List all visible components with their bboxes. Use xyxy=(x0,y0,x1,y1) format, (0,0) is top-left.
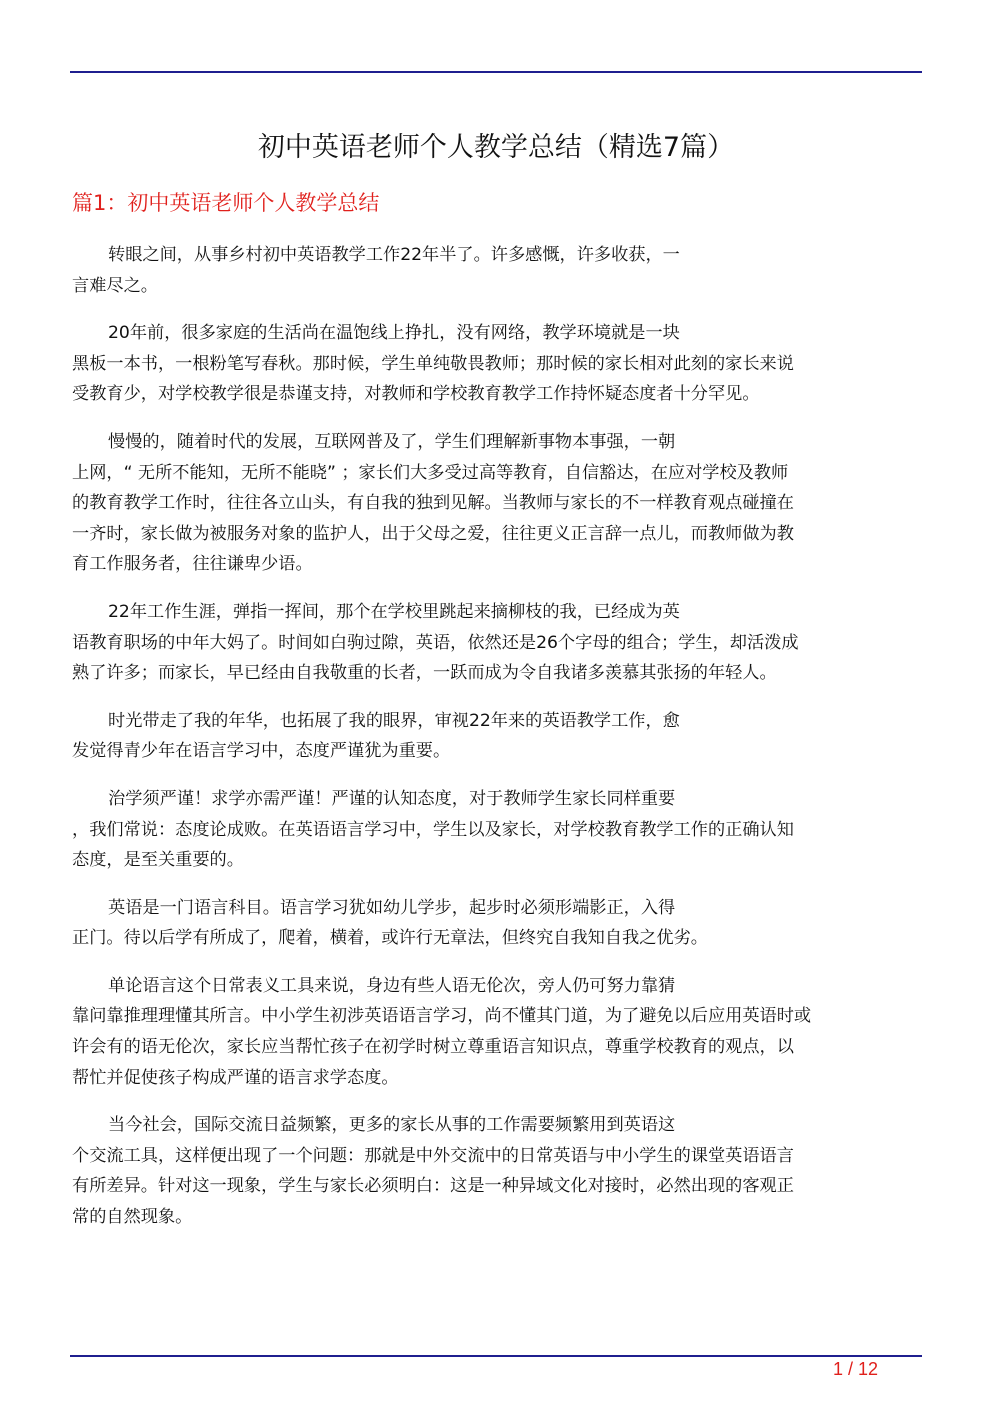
footer-rule xyxy=(70,1355,922,1357)
paragraph xyxy=(72,427,914,580)
paragraph-line: 上网，“ 无所不能知，无所不能晓” ；家长们大多受过高等教育，自信豁达，在应对学校及教师 xyxy=(72,462,789,483)
paragraph-line: 当今社会，国际交流日益频繁，更多的家长从事的工作需要频繁用到英语这 xyxy=(108,1115,676,1136)
paragraph-line: 帮忙并促使孩子构成严谨的语言求学态度。 xyxy=(72,1067,399,1088)
header-rule xyxy=(70,71,922,73)
paragraph-line: 治学须严谨！求学亦需严谨！严谨的认知态度，对于教师学生家长同样重要 xyxy=(108,788,676,809)
paragraph xyxy=(72,971,914,1093)
paragraph-line: 熟了许多；而家长，早已经由自我敬重的长者，一跃而成为令自我诸多羡慕其张扬的年轻人。 xyxy=(72,663,777,684)
paragraph-line: 一齐时，家长做为被服务对象的监护人，出于父母之爱，往往更义正言辞一点儿，而教师做为教 xyxy=(72,523,794,544)
paragraph-line: 慢慢的，随着时代的发展，互联网普及了，学生们理解新事物本事强，一朝 xyxy=(108,431,676,452)
paragraph-line: 的教育教学工作时，往往各立山头，有自我的独到见解。当教师与家长的不一样教育观点碰撞在 xyxy=(72,493,794,514)
paragraph-line: 发觉得青少年在语言学习中，态度严谨犹为重要。 xyxy=(72,741,451,762)
paragraph-line: 态度，是至关重要的。 xyxy=(72,850,244,871)
paragraph-line: 正门。待以后学有所成了，爬着，横着，或许行无章法，但终究自我知自我之优劣。 xyxy=(72,928,708,949)
paragraph-line: 受教育少，对学校教学很是恭谨支持，对教师和学校教育教学工作持怀疑态度者十分罕见。 xyxy=(72,384,760,405)
paragraph-line: 单论语言这个日常表义工具来说，身边有些人语无伦次，旁人仍可努力靠猜 xyxy=(108,975,676,996)
section-heading: 篇1：初中英语老师个人教学总结 xyxy=(72,191,380,215)
paragraph-line: 转眼之间，从事乡村初中英语教学工作22年半了。许多感慨，许多收获，一 xyxy=(108,245,680,265)
paragraph xyxy=(72,784,914,876)
paragraph-line: 语教育职场的中年大妈了。时间如白驹过隙，英语，依然还是26个字母的组合；学生，却活泼成 xyxy=(72,632,799,653)
document-title: 初中英语老师个人教学总结（精选7篇） xyxy=(257,132,735,163)
paragraph-line: 20年前，很多家庭的生活尚在温饱线上挣扎，没有网络，教学环境就是一块 xyxy=(108,323,680,344)
paragraph xyxy=(72,597,914,689)
page-indicator: 1 / 12 xyxy=(832,1359,878,1379)
paragraph xyxy=(72,318,914,410)
paragraph xyxy=(72,1110,914,1232)
paragraph-line: 言难尽之。 xyxy=(72,275,158,296)
paragraph xyxy=(72,893,914,954)
paragraph-line: 常的自然现象。 xyxy=(72,1207,193,1228)
paragraph-line: 英语是一门语言科目。语言学习犹如幼儿学步，起步时必须形端影正，入得 xyxy=(108,897,676,918)
paragraph-line: ，我们常说：态度论成败。在英语语言学习中，学生以及家长，对学校教育教学工作的正确认知 xyxy=(72,819,794,840)
paragraph xyxy=(72,240,914,301)
paragraph-line: 有所差异。针对这一现象，学生与家长必须明白：这是一种异域文化对接时，必然出现的客观正 xyxy=(72,1176,794,1197)
document-body xyxy=(72,240,914,1250)
paragraph-line: 靠问靠推理理懂其所言。中小学生初涉英语语言学习，尚不懂其门道，为了避免以后应用英语时或 xyxy=(72,1006,812,1027)
paragraph-line: 时光带走了我的年华，也拓展了我的眼界，审视22年来的英语教学工作，愈 xyxy=(108,710,680,731)
paragraph-line: 个交流工具，这样便出现了一个问题：那就是中外交流中的日常英语与中小学生的课堂英语语言 xyxy=(72,1145,794,1166)
paragraph xyxy=(72,706,914,767)
paragraph-line: 育工作服务者，往往谦卑少语。 xyxy=(72,554,313,575)
paragraph-line: 黑板一本书，一根粉笔写春秋。那时候，学生单纯敬畏教师；那时候的家长相对此刻的家长来说 xyxy=(72,353,794,374)
paragraph-line: 22年工作生涯，弹指一挥间，那个在学校里跳起来摘柳枝的我，已经成为英 xyxy=(108,601,680,622)
paragraph-line: 许会有的语无伦次，家长应当帮忙孩子在初学时树立尊重语言知识点，尊重学校教育的观点，以 xyxy=(72,1037,794,1058)
